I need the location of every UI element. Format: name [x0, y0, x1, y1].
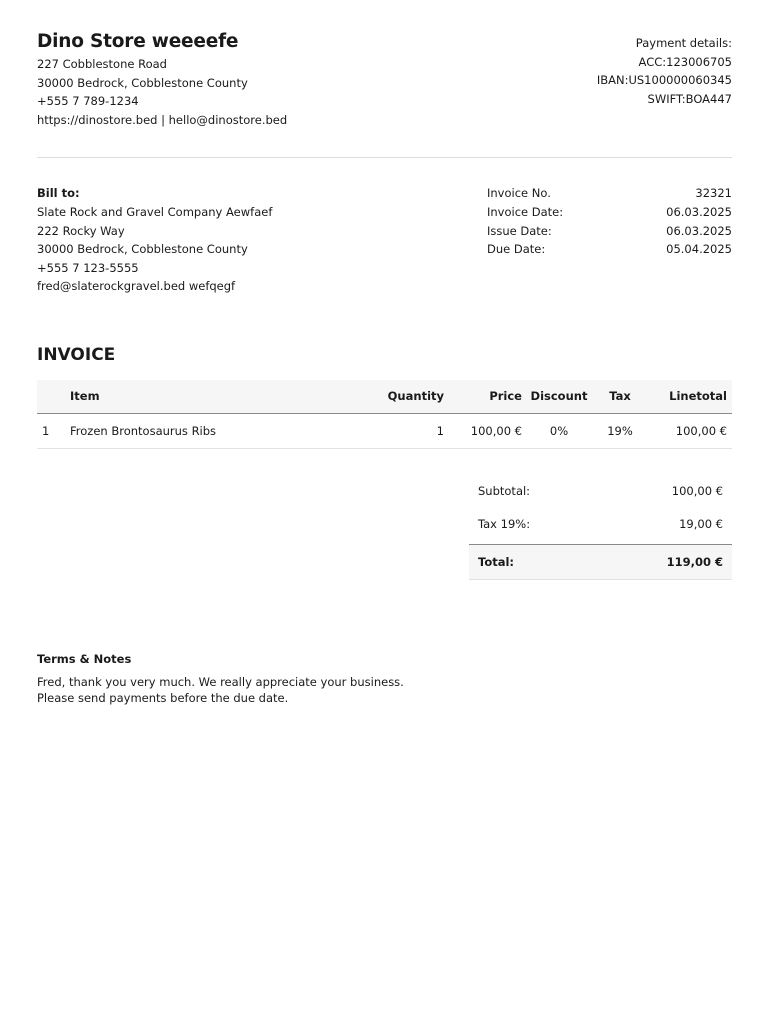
seller-address-line2: 30000 Bedrock, Cobblestone County	[37, 75, 248, 90]
col-header-price: Price	[448, 380, 526, 414]
seller-web-email: https://dinostore.bed | hello@dinostore.bed	[37, 112, 288, 127]
invoice-meta	[487, 184, 732, 296]
subtotal-label: Subtotal:	[478, 484, 531, 499]
total-row	[469, 544, 732, 580]
notes-line-1: Fred, thank you very much. We really appreciate your business.	[37, 674, 404, 689]
notes-line-2: Please send payments before the due date.	[37, 690, 289, 705]
col-header-tax: Tax	[592, 380, 648, 414]
cell-price: 100,00 €	[448, 413, 526, 448]
col-header-item: Item	[66, 380, 350, 414]
table-row	[37, 413, 732, 448]
header-divider	[37, 157, 732, 158]
cell-item: Frozen Brontosaurus Ribs	[66, 413, 350, 448]
col-header-no	[37, 380, 66, 414]
billing-section	[37, 184, 732, 296]
bill-to-title: Bill to:	[37, 186, 80, 201]
seller-address-line1: 227 Cobblestone Road	[37, 57, 167, 71]
meta-row-issue-date	[487, 222, 732, 241]
notes-title: Terms & Notes	[37, 651, 132, 666]
tax-row	[469, 508, 732, 541]
due-date-label: Due Date:	[487, 242, 546, 257]
invoice-no-label: Invoice No.	[487, 186, 551, 201]
issue-date-label: Issue Date:	[487, 223, 552, 238]
subtotal-row	[469, 475, 732, 508]
invoice-date-label: Invoice Date:	[487, 204, 564, 219]
col-header-quantity: Quantity	[350, 380, 448, 414]
cell-linetotal: 100,00 €	[648, 413, 732, 448]
payment-details-title: Payment details:	[635, 36, 732, 50]
bill-to-city: 30000 Bedrock, Cobblestone County	[37, 242, 248, 257]
table-header	[37, 380, 732, 414]
invoice-no-value: 32321	[695, 186, 732, 201]
meta-row-due-date	[487, 240, 732, 259]
payment-swift: SWIFT:BOA447	[647, 91, 732, 106]
terms-notes	[37, 650, 732, 706]
total-value: 119,00 €	[666, 554, 723, 569]
meta-row-invoice-no	[487, 184, 732, 203]
tax-label: Tax 19%:	[478, 517, 531, 532]
cell-no: 1	[37, 413, 66, 448]
totals-block	[469, 475, 732, 580]
cell-quantity: 1	[350, 413, 448, 448]
bill-to-phone: +555 7 123-5555	[37, 260, 139, 275]
cell-discount: 0%	[526, 413, 592, 448]
issue-date-value: 06.03.2025	[666, 223, 732, 238]
bill-to-email: fred@slaterockgravel.bed wefqegf	[37, 279, 236, 294]
payment-iban: IBAN:US100000060345	[596, 73, 732, 88]
bill-to-street: 222 Rocky Way	[37, 223, 125, 238]
invoice-header	[37, 30, 732, 129]
bill-to-company: Slate Rock and Gravel Company Aewfaef	[37, 204, 273, 219]
payment-details	[597, 30, 732, 108]
seller-name: Dino Store weeeefe	[37, 31, 239, 52]
invoice-date-value: 06.03.2025	[666, 204, 732, 219]
bill-to	[37, 184, 272, 296]
due-date-value: 05.04.2025	[666, 242, 732, 257]
invoice-page	[37, 30, 732, 706]
cell-tax: 19%	[592, 413, 648, 448]
subtotal-value: 100,00 €	[671, 484, 723, 499]
seller-phone: +555 7 789-1234	[37, 94, 139, 109]
total-label: Total:	[478, 554, 515, 569]
line-items-table	[37, 380, 732, 449]
table-body	[37, 413, 732, 448]
tax-value: 19,00 €	[679, 517, 723, 532]
col-header-discount: Discount	[526, 380, 592, 414]
document-title: INVOICE	[37, 344, 116, 365]
seller-info	[37, 30, 287, 129]
col-header-linetotal: Linetotal	[648, 380, 732, 414]
payment-acc: ACC:123006705	[638, 54, 732, 69]
table-header-row	[37, 380, 732, 414]
meta-row-invoice-date	[487, 203, 732, 222]
